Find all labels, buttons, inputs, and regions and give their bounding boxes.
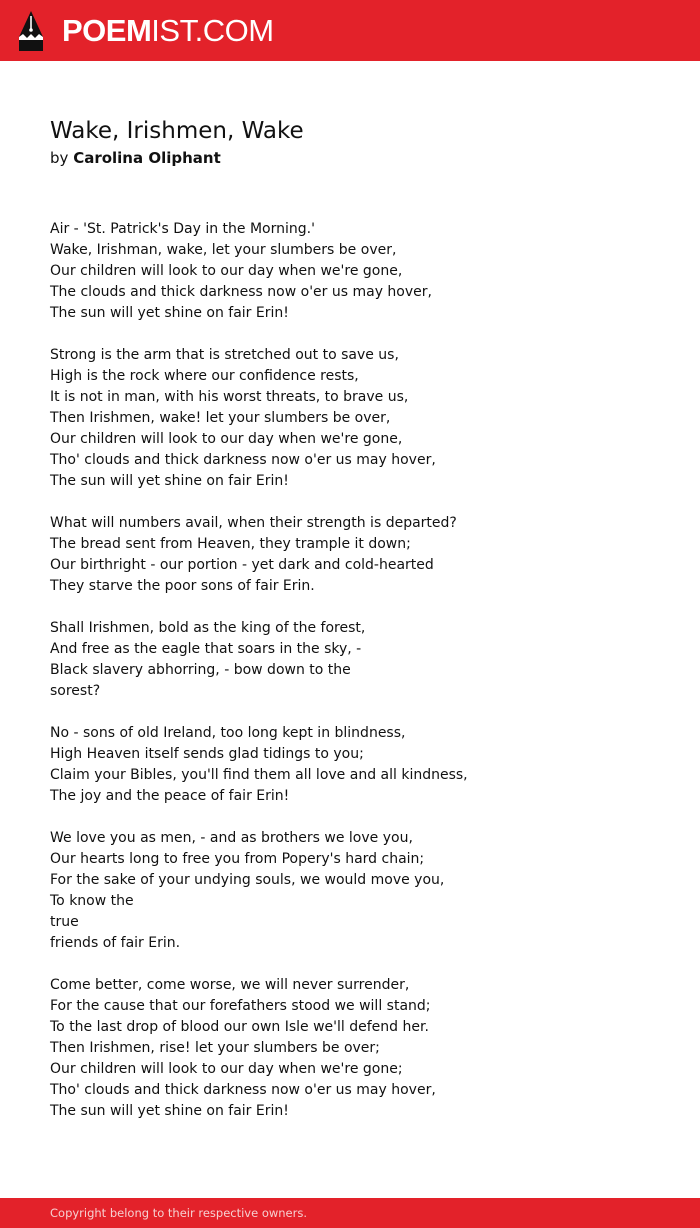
poem-stanza	[50, 828, 670, 954]
poem-line: High is the rock where our confidence rests,	[50, 368, 359, 384]
poem-line: Our birthright - our portion - yet dark and cold-hearted	[50, 557, 434, 573]
poem-line: To the last drop of blood our own Isle we'll defend her.	[50, 1019, 429, 1035]
poem-line: Our hearts long to free you from Popery's hard chain;	[50, 851, 425, 867]
poem-author: Carolina Oliphant	[73, 149, 221, 167]
poem-line: What will numbers avail, when their strength is departed?	[50, 515, 457, 531]
poem-line: Our children will look to our day when we're gone;	[50, 1061, 403, 1077]
poem-stanza	[50, 345, 670, 492]
poem-line: For the cause that our forefathers stood we will stand;	[50, 998, 431, 1014]
poem-heading	[50, 116, 670, 168]
poem-line: Tho' clouds and thick darkness now o'er us may hover,	[50, 1082, 436, 1098]
poem-line: Shall Irishmen, bold as the king of the forest,	[50, 620, 366, 636]
poem-line: The joy and the peace of fair Erin!	[50, 788, 290, 804]
poem-line: For the sake of your undying souls, we would move you,	[50, 872, 445, 888]
pen-nib-icon	[18, 10, 44, 52]
site-logo-text	[62, 9, 274, 53]
poem-line: The sun will yet shine on fair Erin!	[50, 473, 289, 489]
poem-line: Tho' clouds and thick darkness now o'er us may hover,	[50, 452, 436, 468]
poem-line: They starve the poor sons of fair Erin.	[50, 578, 315, 594]
poem-line: Air - 'St. Patrick's Day in the Morning.'	[50, 221, 315, 237]
poem-title: Wake, Irishmen, Wake	[50, 118, 304, 144]
logo-text-light: IST.COM	[151, 13, 274, 48]
poem-line: true	[50, 914, 79, 930]
poem-line: The bread sent from Heaven, they trample it down;	[50, 536, 411, 552]
poem-stanza	[50, 975, 670, 1122]
site-footer	[0, 1198, 700, 1228]
poem-line: Our children will look to our day when we're gone,	[50, 263, 403, 279]
site-header	[0, 0, 700, 61]
poem-line: The sun will yet shine on fair Erin!	[50, 305, 289, 321]
poem-line: It is not in man, with his worst threats, to brave us,	[50, 389, 409, 405]
poem-line: Our children will look to our day when we're gone,	[50, 431, 403, 447]
poem-line: We love you as men, - and as brothers we love you,	[50, 830, 413, 846]
poem-line: The sun will yet shine on fair Erin!	[50, 1103, 289, 1119]
poem-line: Come better, come worse, we will never surrender,	[50, 977, 410, 993]
poem-stanza	[50, 723, 670, 807]
site-logo[interactable]	[18, 9, 274, 53]
poem-line: friends of fair Erin.	[50, 935, 181, 951]
poem-line: Then Irishmen, rise! let your slumbers be over;	[50, 1040, 380, 1056]
copyright-notice: Copyright belong to their respective owners.	[50, 1206, 308, 1220]
poem-line: Black slavery abhorring, - bow down to the	[50, 662, 351, 678]
poem-body	[50, 219, 670, 1143]
poem-byline	[50, 148, 670, 168]
poem-line: And free as the eagle that soars in the sky, -	[50, 641, 362, 657]
poem-line: Strong is the arm that is stretched out to save us,	[50, 347, 399, 363]
poem-stanza	[50, 618, 670, 702]
poem-line: The clouds and thick darkness now o'er us may hover,	[50, 284, 432, 300]
byline-label: by	[50, 149, 69, 167]
poem-line: Claim your Bibles, you'll find them all love and all kindness,	[50, 767, 468, 783]
poem-line: Wake, Irishman, wake, let your slumbers be over,	[50, 242, 397, 258]
poem-line: High Heaven itself sends glad tidings to you;	[50, 746, 364, 762]
poem-line: No - sons of old Ireland, too long kept in blindness,	[50, 725, 406, 741]
poem-stanza	[50, 513, 670, 597]
logo-text-bold: POEM	[62, 13, 152, 48]
poem-line: To know the	[50, 893, 134, 909]
poem-line: Then Irishmen, wake! let your slumbers be over,	[50, 410, 391, 426]
poem-line: sorest?	[50, 683, 101, 699]
poem-stanza	[50, 219, 670, 324]
